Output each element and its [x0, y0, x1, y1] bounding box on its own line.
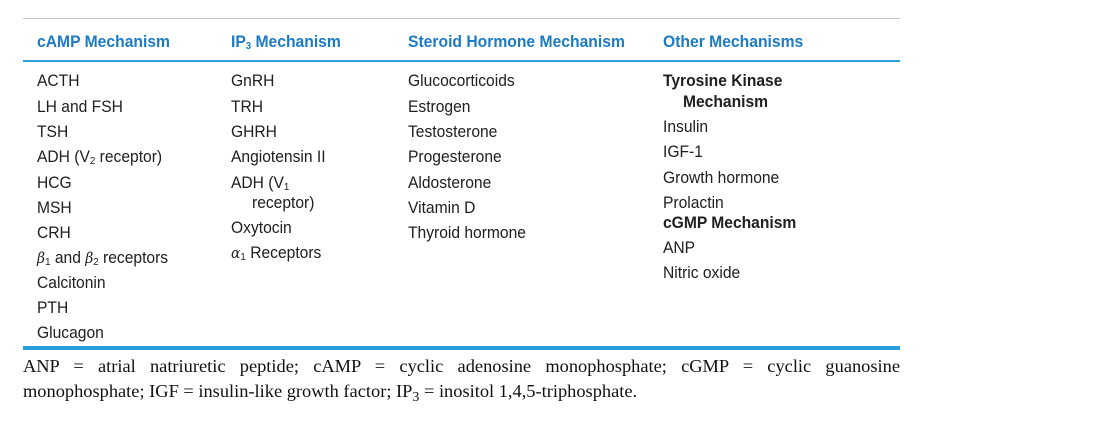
ip3-item-adh-v1-line2: receptor)	[252, 193, 315, 212]
steroid-item-thyroid-hormone: Thyroid hormone	[408, 223, 526, 242]
other-item-igf1: IGF-1	[663, 142, 703, 161]
table-footnote: ANP = atrial natriuretic peptide; cAMP = cyclic adenosine monophosphate; cGMP = cyclic guanosine monophosphate; IGF = insulin-like growth factor; $IP_3$ = inositol 1,4,5-triphosphate.	[23, 356, 900, 405]
camp-item-adh-v2: ADH ($V_2$ receptor)	[37, 147, 163, 167]
other-item-anp: ANP	[663, 238, 696, 257]
camp-item-crh: CRH	[37, 223, 71, 242]
ip3-item-alpha1-receptors: $\alpha_1$ Receptors	[231, 243, 322, 263]
other-subheading-tyrosine-kinase: Tyrosine Kinase	[663, 71, 783, 90]
other-item-insulin: Insulin	[663, 117, 709, 136]
ip3-item-gnrh: GnRH	[231, 71, 275, 90]
camp-item-msh: MSH	[37, 198, 72, 217]
camp-item-hcg: HCG	[37, 173, 72, 192]
ip3-item-oxytocin: Oxytocin	[231, 218, 292, 237]
steroid-item-testosterone: Testosterone	[408, 122, 498, 141]
header-camp-mechanism: cAMP Mechanism	[37, 33, 170, 51]
camp-item-acth: ACTH	[37, 71, 80, 90]
camp-item-calcitonin: Calcitonin	[37, 273, 106, 292]
camp-item-glucagon: Glucagon	[37, 323, 104, 342]
header-rule	[23, 60, 900, 62]
steroid-item-vitamin-d: Vitamin D	[408, 198, 476, 217]
steroid-item-glucocorticoids: Glucocorticoids	[408, 71, 515, 90]
ip3-item-trh: TRH	[231, 97, 264, 116]
camp-item-pth: PTH	[37, 298, 69, 317]
ip3-item-angiotensin-ii: Angiotensin II	[231, 147, 326, 166]
ip3-item-adh-v1: ADH ($V_1$	[231, 173, 290, 193]
other-item-prolactin: Prolactin	[663, 193, 724, 212]
table-top-rule	[23, 18, 900, 19]
other-subheading-cgmp: cGMP Mechanism	[663, 213, 797, 232]
camp-item-tsh: TSH	[37, 122, 69, 141]
steroid-item-aldosterone: Aldosterone	[408, 173, 492, 192]
header-other-mechanisms: Other Mechanisms	[663, 33, 804, 51]
other-subheading-tyrosine-kinase-line2: Mechanism	[683, 92, 769, 111]
other-item-growth-hormone: Growth hormone	[663, 168, 780, 187]
header-steroid-hormone-mechanism: Steroid Hormone Mechanism	[408, 33, 625, 51]
ip3-item-ghrh: GHRH	[231, 122, 277, 141]
camp-item-lh-fsh: LH and FSH	[37, 97, 123, 116]
table-bottom-rule	[23, 346, 900, 350]
header-ip3-mechanism: $IP_3$ Mechanism	[231, 33, 341, 52]
other-item-nitric-oxide: Nitric oxide	[663, 263, 741, 282]
camp-item-beta-receptors: $\beta_1$ and $\beta_2$ receptors	[37, 248, 169, 268]
steroid-item-progesterone: Progesterone	[408, 147, 502, 166]
steroid-item-estrogen: Estrogen	[408, 97, 471, 116]
